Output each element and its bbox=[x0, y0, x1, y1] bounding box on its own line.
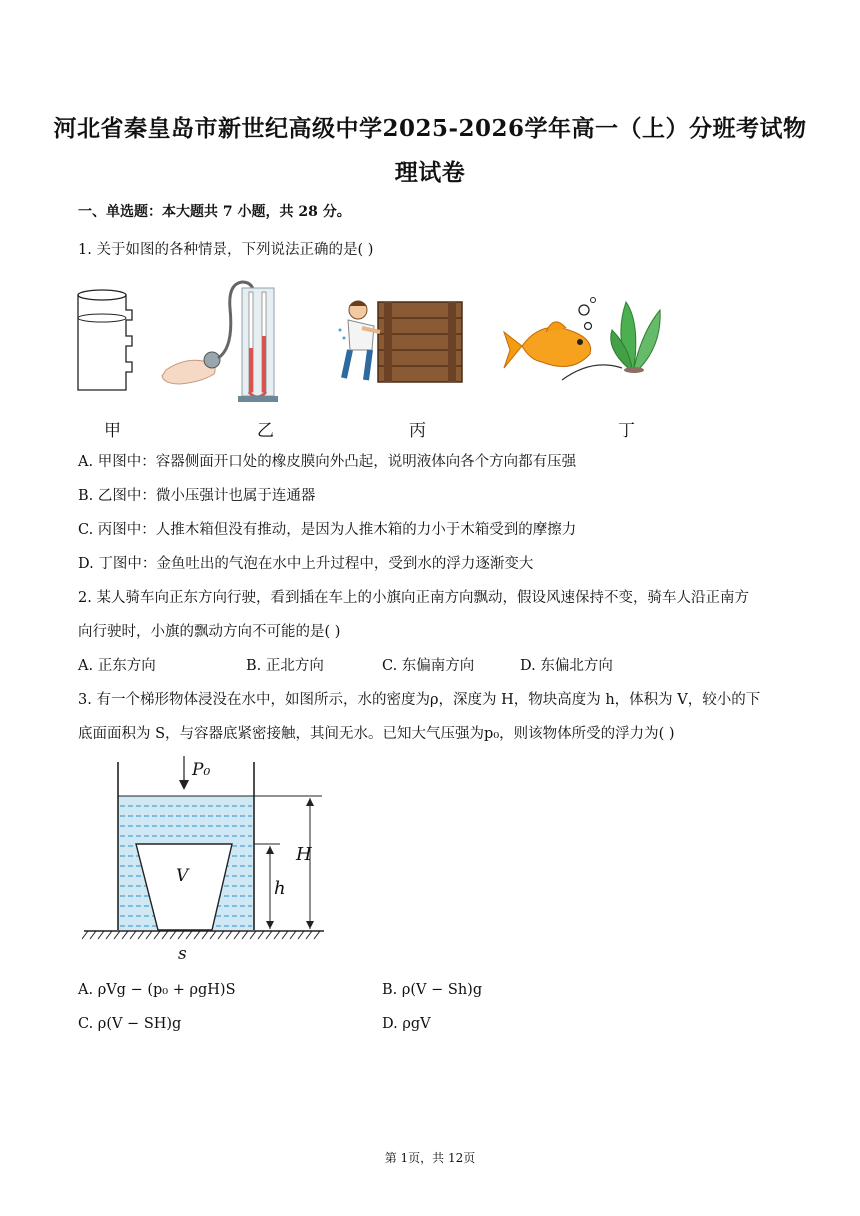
q2-option-a: A. 正东方向 bbox=[78, 658, 156, 674]
q2-stem-line-2: 向行驶时，小旗的飘动方向不可能的是( ) bbox=[78, 624, 341, 640]
page-footer: 第 1页，共 12页 bbox=[384, 1151, 476, 1165]
q3-option-d: D. ρgV bbox=[382, 1016, 431, 1032]
q3-label-p0: P₀ bbox=[192, 760, 211, 780]
exam-title-line-1: 河北省秦皇岛市新世纪高级中学2025-2026学年高一（上）分班考试物 bbox=[53, 115, 807, 142]
q2-option-b: B. 正北方向 bbox=[246, 658, 324, 674]
q2-option-d: D. 东偏北方向 bbox=[520, 658, 613, 674]
q3-label-h-lower: h bbox=[274, 878, 286, 899]
q3-label-h-upper: H bbox=[296, 844, 312, 865]
q1-caption-bing: 丙 bbox=[409, 421, 426, 441]
q3-label-s: s bbox=[178, 944, 187, 964]
q3-option-a: A. ρVg − (p₀ + ρgH)S bbox=[78, 982, 236, 998]
q1-figure-jia bbox=[76, 286, 138, 396]
q1-option-b: B. 乙图中：微小压强计也属于连通器 bbox=[78, 488, 316, 504]
q1-stem: 1. 关于如图的各种情景，下列说法正确的是( ) bbox=[78, 242, 374, 258]
q1-caption-yi: 乙 bbox=[257, 421, 274, 441]
q3-option-b: B. ρ(V − Sh)g bbox=[382, 982, 483, 998]
q3-stem-line-2: 底面面积为 S，与容器底紧密接触，其间无水。已知大气压强为p₀，则该物体所受的浮力为( ) bbox=[78, 726, 675, 742]
q1-figure-yi bbox=[156, 278, 282, 406]
exam-title-line-2: 理试卷 bbox=[394, 159, 466, 186]
q1-caption-jia: 甲 bbox=[104, 421, 121, 441]
q1-option-c: C. 丙图中：人推木箱但没有推动，是因为人推木箱的力小于木箱受到的摩擦力 bbox=[78, 522, 577, 538]
q1-figure-ding bbox=[502, 288, 672, 388]
q2-option-c: C. 东偏南方向 bbox=[382, 658, 475, 674]
q1-figure-bing bbox=[332, 296, 464, 386]
q3-stem-line-1: 3. 有一个梯形物体浸没在水中，如图所示，水的密度为ρ，深度为 H，物块高度为 h，体积为 V，较小的下 bbox=[78, 692, 761, 708]
q2-stem-line-1: 2. 某人骑车向正东方向行驶，看到插在车上的小旗向正南方向飘动，假设风速保持不变，骑车人沿正南方 bbox=[78, 590, 749, 606]
q3-label-v: V bbox=[176, 866, 189, 886]
section-heading: 一、单选题：本大题共 7 小题，共 28 分。 bbox=[78, 204, 351, 220]
q1-option-a: A. 甲图中：容器侧面开口处的橡皮膜向外凸起，说明液体向各个方向都有压强 bbox=[78, 454, 577, 470]
q1-option-d: D. 丁图中：金鱼吐出的气泡在水中上升过程中，受到水的浮力逐渐变大 bbox=[78, 556, 534, 572]
q1-caption-ding: 丁 bbox=[618, 421, 635, 441]
q3-figure-tank bbox=[82, 756, 332, 966]
q3-option-c: C. ρ(V − SH)g bbox=[78, 1016, 182, 1032]
